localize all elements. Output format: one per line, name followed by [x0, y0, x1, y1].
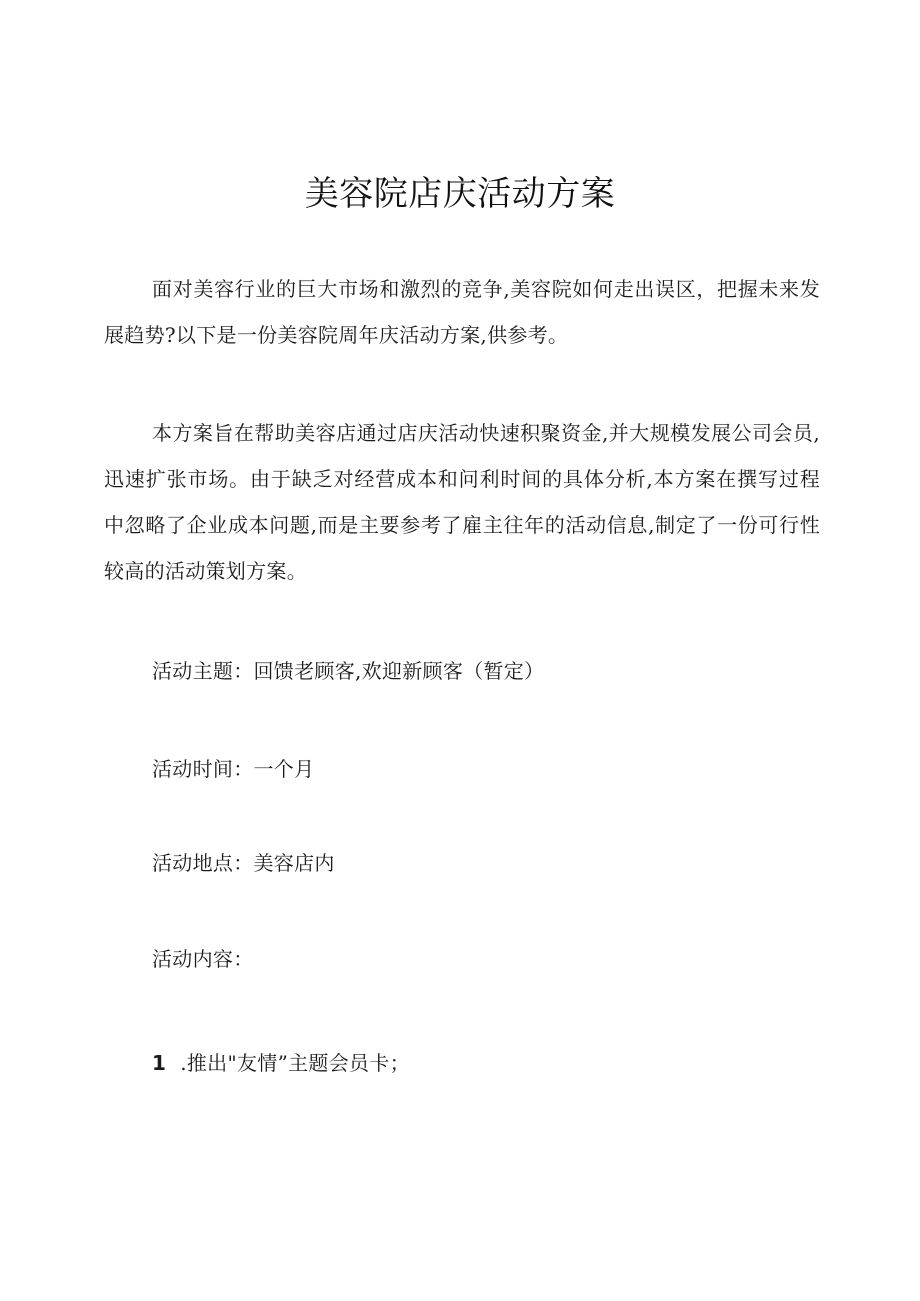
activity-time: 活动时间：一个月	[152, 757, 315, 781]
list-item-number: 1	[152, 1051, 167, 1075]
activity-content-heading: 活动内容：	[152, 947, 254, 971]
list-item-text: .推出"友情”主题会员卡；	[180, 1051, 410, 1075]
activity-location: 活动地点：美容店内	[152, 851, 335, 875]
document-title: 美容院店庆活动方案	[304, 174, 616, 214]
activity-theme: 活动主题：回馈老顾客,欢迎新顾客（暂定）	[152, 659, 545, 683]
intro-paragraph: 面对美容行业的巨大市场和激烈的竞争,美容院如何走出误区，把握未来发展趋势?以下是一份美容院周年庆活动方案,供参考。	[104, 277, 820, 347]
list-item	[152, 1040, 812, 1086]
purpose-paragraph: 本方案旨在帮助美容店通过店庆活动快速积聚资金,并大规模发展公司会员,迅速扩张市场。由于缺乏对经营成本和问利时间的具体分析,本方案在撰写过程中忽略了企业成本问题,而是主要参考了雇主往年的活动信息,制定了一份可行性较高的活动策划方案。	[104, 421, 820, 583]
